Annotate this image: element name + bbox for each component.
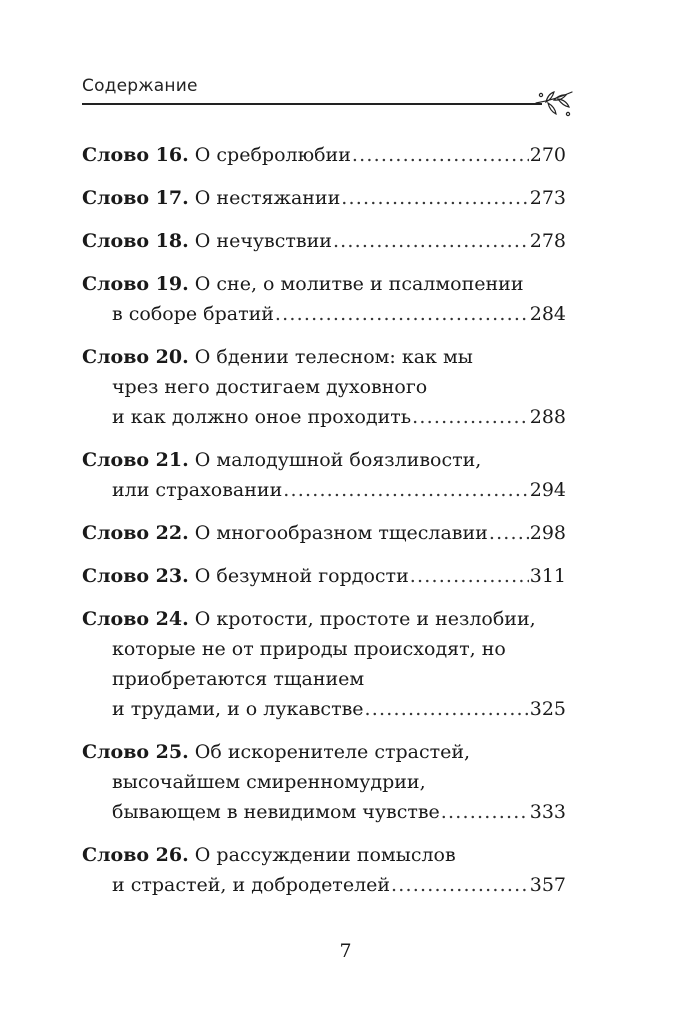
entry-title-text: О многообразном тщеславии [194,522,488,544]
entry-final-line [82,475,566,505]
dot-leader [333,226,529,256]
entry-final-line [82,140,566,170]
entry-page-number: 270 [529,144,566,166]
toc-entry [82,183,566,213]
entry-page-number: 294 [529,479,566,501]
entry-title-text: в соборе братий [112,303,274,325]
dot-leader [412,402,529,432]
entry-final-line [82,561,566,591]
dot-leader [365,694,529,724]
page-number: 7 [339,940,352,962]
dot-leader [391,870,529,900]
entry-title-text: чрез него достигаем духовного [112,376,428,398]
toc-entry [82,342,566,432]
table-of-contents [82,140,566,913]
toc-entry [82,840,566,900]
entry-title-line [82,840,566,870]
entry-title-line [82,737,566,767]
entry-title-line [82,767,566,797]
entry-title-text: которые не от природы происходят, но [112,638,506,660]
entry-final-line [82,518,566,548]
toc-entry [82,445,566,505]
entry-title-line [82,664,566,694]
entry-label: Слово 22. [82,522,189,544]
entry-final-line [82,299,566,329]
entry-title-text: и как должно оное проходить [112,406,412,428]
entry-label: Слово 26. [82,844,189,866]
dot-leader [441,797,529,827]
entry-final-line [82,797,566,827]
entry-title-line [82,372,566,402]
entry-title-text: О нечувствии [194,230,332,252]
entry-title-text: О рассуждении помыслов [194,844,456,866]
entry-title-text: О нестяжании [194,187,341,209]
toc-entry [82,518,566,548]
entry-page-number: 298 [529,522,566,544]
entry-label: Слово 25. [82,741,189,763]
dot-leader [489,518,529,548]
dot-leader [275,299,529,329]
dot-leader [341,183,528,213]
entry-final-line [82,226,566,256]
header-rule [82,103,542,105]
entry-page-number: 288 [529,406,566,428]
entry-title-text: высочайшем смиренномудрии, [112,771,426,793]
entry-title-line [82,604,566,634]
entry-label: Слово 17. [82,187,189,209]
entry-page-number: 273 [529,187,566,209]
entry-title-text: или страховании [112,479,283,501]
dot-leader [283,475,528,505]
entry-title-line [82,342,566,372]
entry-title-text: О малодушной боязливости, [194,449,482,471]
entry-page-number: 325 [529,698,566,720]
entry-title-text: О кротости, простоте и незлобии, [194,608,536,630]
entry-page-number: 311 [529,565,566,587]
toc-entry [82,604,566,724]
entry-page-number: 357 [529,874,566,896]
dot-leader [352,140,529,170]
entry-title-text: О сне, о молитве и псалмопении [194,273,524,295]
entry-title-line [82,634,566,664]
dot-leader [410,561,529,591]
entry-label: Слово 21. [82,449,189,471]
entry-title-line [82,445,566,475]
entry-label: Слово 16. [82,144,189,166]
entry-page-number: 278 [529,230,566,252]
entry-title-text: О бдении телесном: как мы [194,346,473,368]
toc-entry [82,140,566,170]
entry-title-text: и страстей, и добродетелей [112,874,391,896]
entry-title-text: Об искоренителе страстей, [194,741,471,763]
entry-page-number: 333 [529,801,566,823]
entry-label: Слово 18. [82,230,189,252]
toc-entry [82,226,566,256]
leaf-branch-icon [534,86,574,120]
toc-entry [82,737,566,827]
entry-label: Слово 24. [82,608,189,630]
entry-final-line [82,402,566,432]
toc-entry [82,561,566,591]
entry-label: Слово 23. [82,565,189,587]
entry-page-number: 284 [529,303,566,325]
entry-title-text: О сребролюбии [194,144,351,166]
toc-entry [82,269,566,329]
entry-title-text: О безумной гордости [194,565,409,587]
entry-final-line [82,183,566,213]
entry-final-line [82,694,566,724]
entry-final-line [82,870,566,900]
entry-title-line [82,269,566,299]
entry-title-text: бывающем в невидимом чувстве [112,801,440,823]
running-header: Содержание [82,76,198,96]
entry-title-text: приобретаются тщанием [112,668,365,690]
entry-label: Слово 20. [82,346,189,368]
entry-label: Слово 19. [82,273,189,295]
entry-title-text: и трудами, и о лукавстве [112,698,364,720]
